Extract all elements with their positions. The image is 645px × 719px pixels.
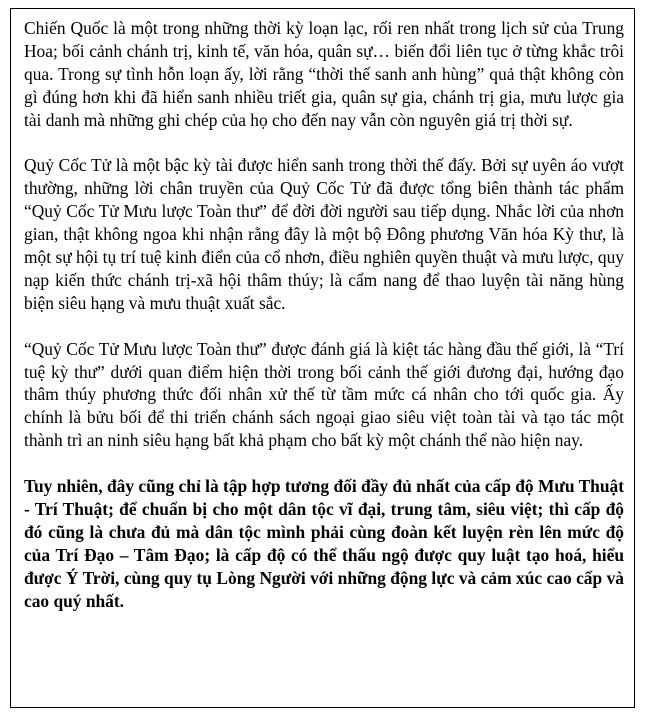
paragraph-conclusion: Tuy nhiên, đây cũng chỉ là tập hợp tương đối đầy đủ nhất của cấp độ Mưu Thuật - Trí Thuật; để chuẩn bị cho một dân tộc vĩ đại, trung tâm, siêu việt; thì cấp độ đó cũng là chưa đủ mà dân tộc mình phải cùng đoàn kết luyện rèn lên mức độ của Trí Đạo – Tâm Đạo; là cấp độ có thể thấu ngộ được quy luật tạo hoá, hiểu được Ý Trời, cùng quy tụ Lòng Người với những động lực và cảm xúc cao cấp và cao quý nhất. (24, 476, 624, 611)
paragraph-intro: Chiến Quốc là một trong những thời kỳ loạn lạc, rối ren nhất trong lịch sử của Trung Hoa; bối cảnh chánh trị, kinh tế, văn hóa, quân sự… biến đổi liên tục ở từng khắc trôi qua. Trong sự tình hỗn loạn ấy, lời rằng “thời thế sanh anh hùng” quả thật không còn gì đúng hơn khi đã hiển sanh nhiều triết gia, quân sự gia, chánh trị gia, mưu lược gia tài danh mà những ghi chép của họ cho đến nay vẫn còn nguyên giá trị thời sự. (24, 18, 624, 130)
document-body (24, 17, 624, 613)
paragraph-quy-coc-tu: Quỷ Cốc Tử là một bậc kỳ tài được hiển sanh trong thời thế đấy. Bởi sự uyên áo vượt thường, những lời chân truyền của Quỷ Cốc Tử đã được tổng biên thành tác phẩm “Quỷ Cốc Tử Mưu lược Toàn thư” để đời đời người sau tiếp dụng. Nhắc lời của nhơn gian, thật không ngoa khi nhận rằng đây là một bộ Đông phương Văn hóa Kỳ thư, là một sự hội tụ trí tuệ kinh điển của cổ nhơn, điều nghiên quyền thuật và mưu lược, quy nạp kiến thức chánh trị-xã hội thâm thúy; là cẩm nang để thao luyện tài năng hùng biện siêu hạng và mưu thuật xuất sắc. (24, 155, 624, 313)
paragraph-masterpiece: “Quỷ Cốc Tử Mưu lược Toàn thư” được đánh giá là kiệt tác hàng đầu thế giới, là “Trí tuệ kỳ thư” dưới quan điểm hiện thời trong bối cảnh thế giới đương đại, hướng đạo thâm thúy phương thức đối nhân xử thế từ tầm mức cá nhân cho tới quốc gia. Ấy chính là bửu bối để thi triển chánh sách ngoại giao siêu việt toàn tài và tạo tác một thành trì an ninh siêu hạng bất khả phạm cho bất kỳ một chánh thể nào hiện nay. (24, 338, 624, 451)
document-frame (10, 8, 635, 708)
